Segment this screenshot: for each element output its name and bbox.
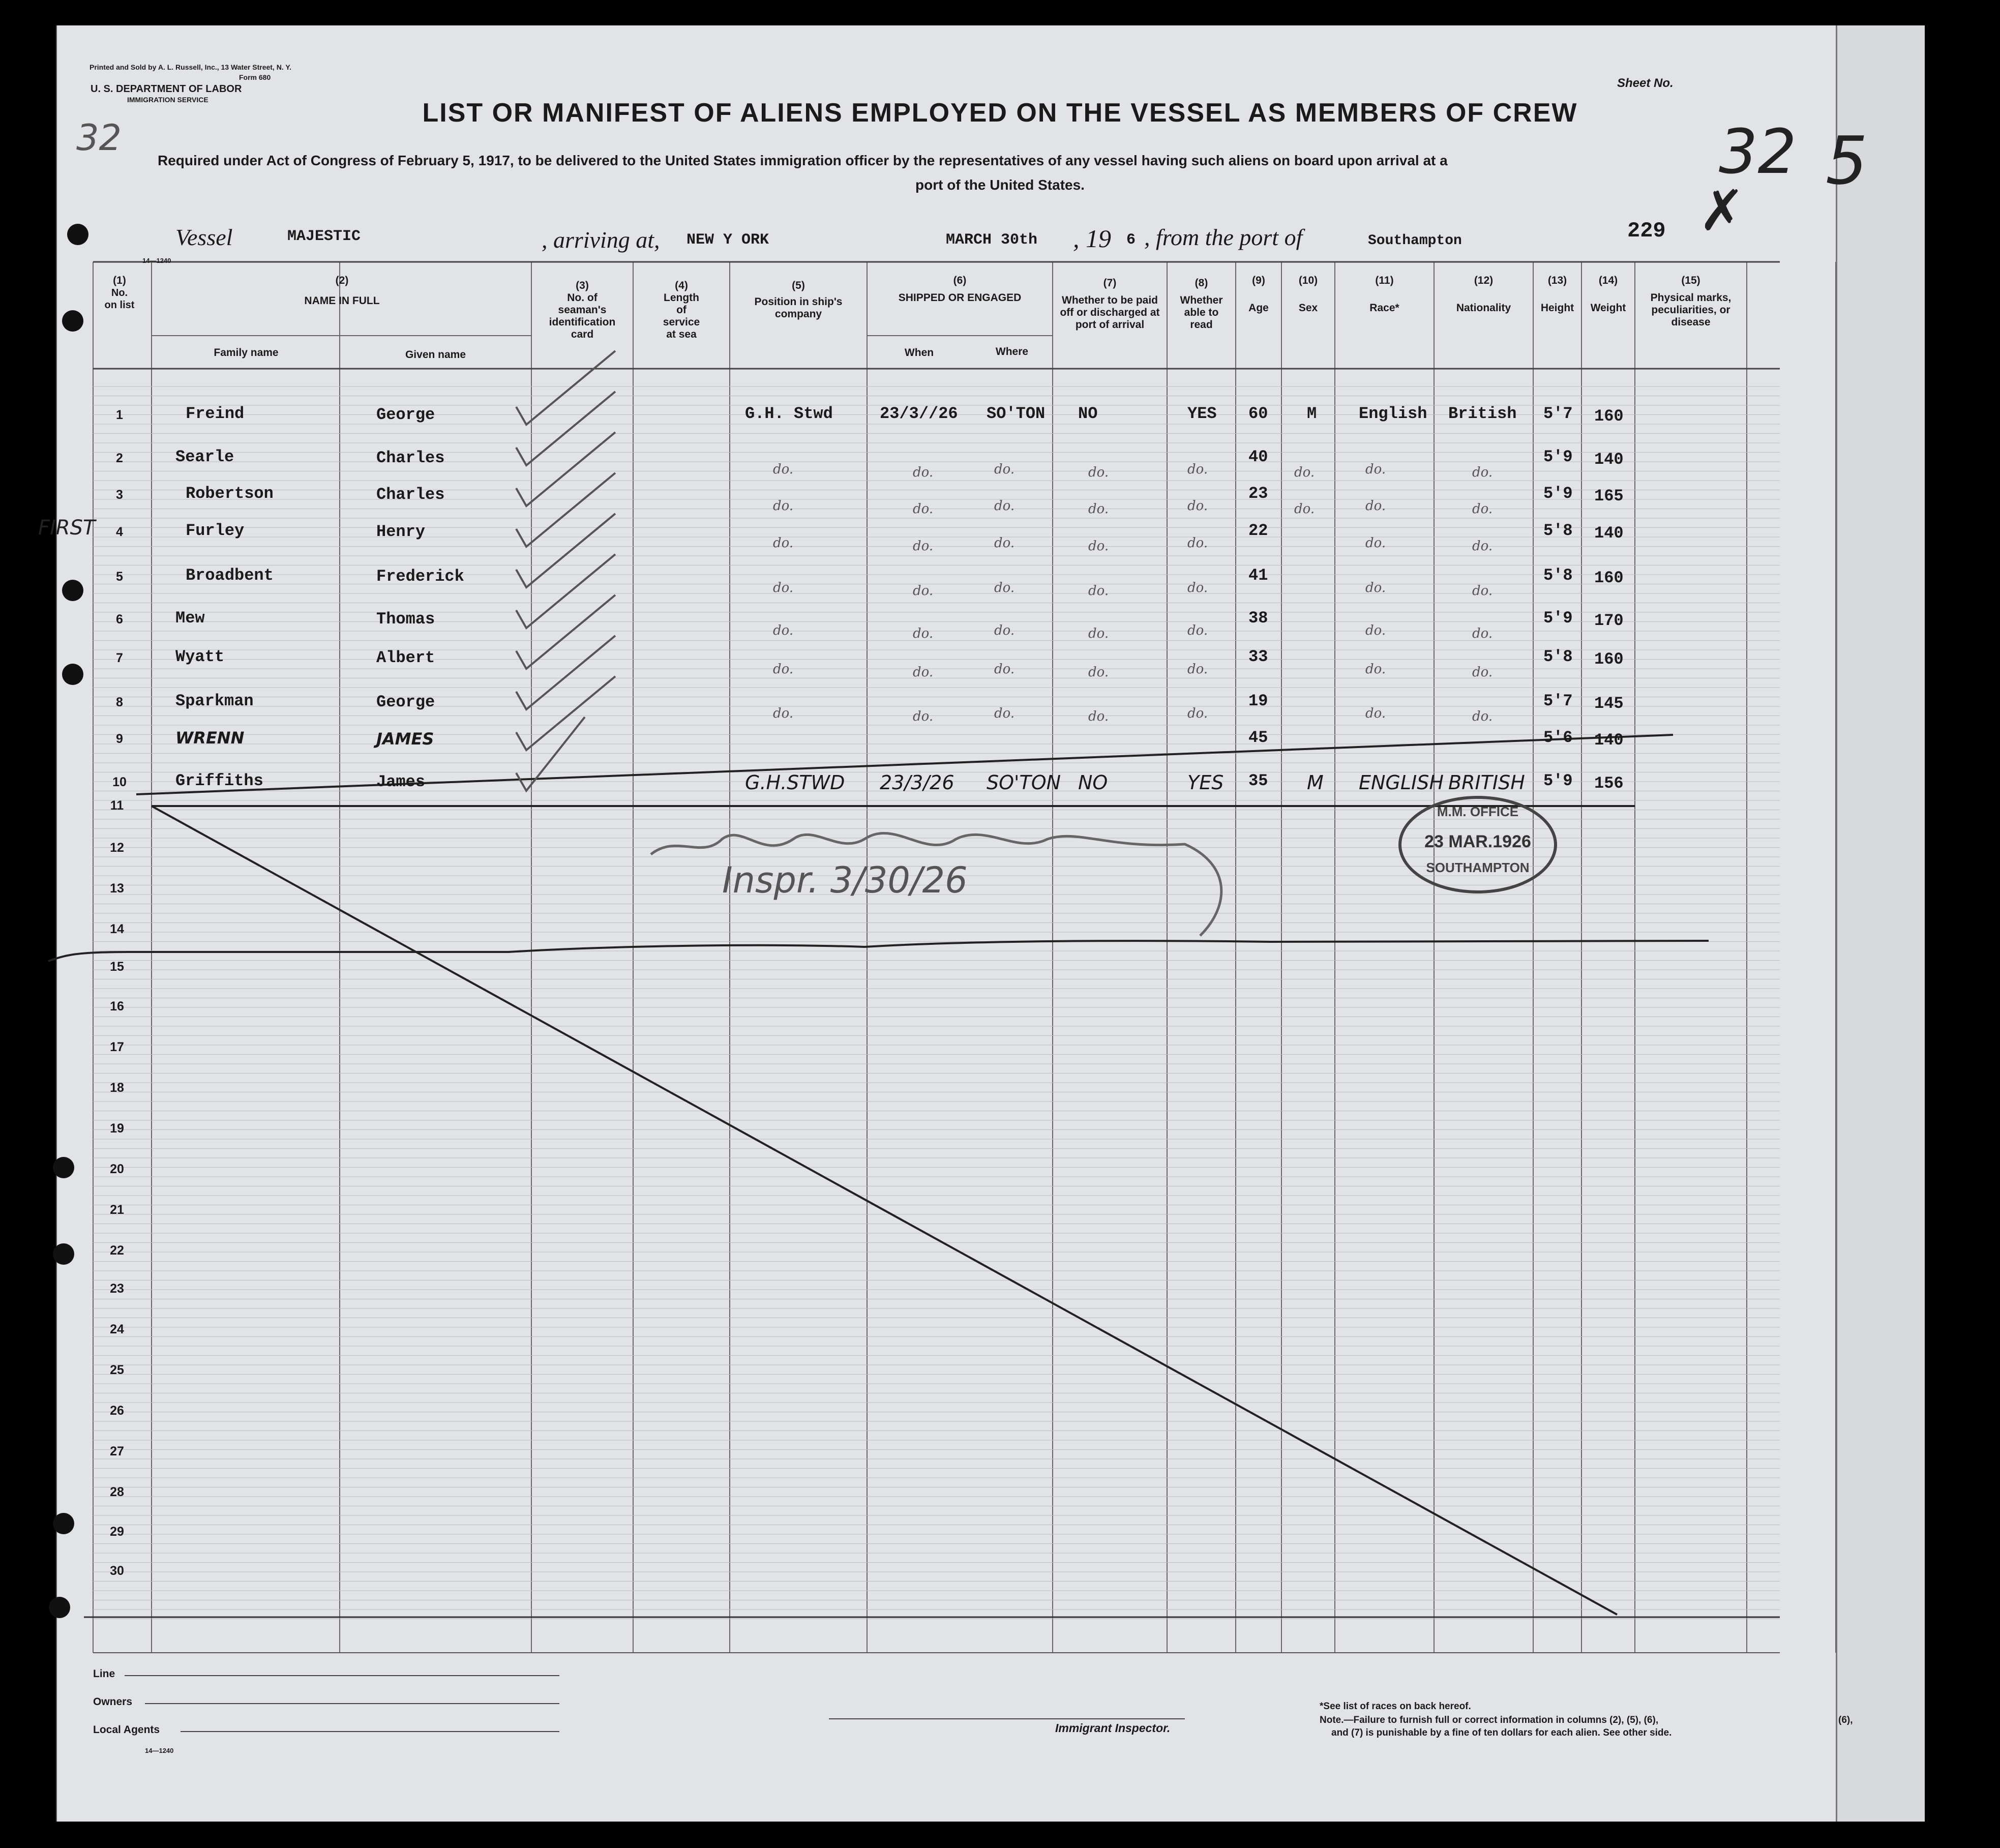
col6-header: SHIPPED OR ENGAGED	[898, 292, 1022, 304]
age: 38	[1248, 609, 1268, 628]
col11-number: (11)	[1375, 275, 1394, 286]
year-suffix: 6	[1126, 231, 1136, 249]
col4-header: Length of service at sea	[663, 292, 700, 340]
form-number: Form 680	[239, 73, 271, 81]
row-number: 26	[110, 1404, 124, 1418]
col3-header: No. of seaman's identification card	[549, 292, 616, 340]
shipped-where-ditto: do.	[994, 662, 1015, 677]
corner-handwritten-number-2: 5	[1826, 122, 1868, 199]
nationality-ditto: do.	[1472, 583, 1493, 599]
age: 19	[1248, 692, 1268, 710]
sheet-number-label: Sheet No.	[1617, 76, 1674, 90]
col4-number: (4)	[675, 280, 688, 291]
height: 5'9	[1543, 484, 1573, 503]
position-ditto: do.	[773, 662, 794, 677]
row-number: 14	[110, 922, 124, 936]
row-number: 10	[112, 775, 127, 789]
weight: 160	[1594, 650, 1624, 669]
race-ditto: do.	[1365, 462, 1386, 477]
row-number: 16	[110, 999, 124, 1014]
nationality-ditto: do.	[1472, 626, 1493, 641]
position-ditto: do.	[773, 535, 794, 551]
row-number: 22	[110, 1243, 124, 1258]
form-code: 14—1240	[142, 257, 171, 264]
department-label: U. S. DEPARTMENT OF LABOR	[91, 83, 242, 95]
given-name: George	[376, 405, 435, 424]
age: 40	[1248, 448, 1268, 466]
given-name: Frederick	[376, 567, 464, 586]
shipped-where-ditto: do.	[994, 498, 1015, 514]
row-number: 29	[110, 1525, 124, 1539]
shipped-when-ditto: do.	[913, 465, 934, 480]
height: 5'7	[1543, 692, 1573, 710]
paid-off-ditto: do.	[1088, 465, 1109, 480]
race: English	[1359, 404, 1427, 423]
row-number: 20	[110, 1162, 124, 1176]
height: 5'8	[1543, 566, 1573, 585]
arriving-label: , arriving at,	[542, 227, 660, 253]
col12-number: (12)	[1474, 275, 1494, 286]
sex: M	[1307, 404, 1317, 423]
race-ditto: do.	[1365, 498, 1386, 514]
col2-number: (2)	[335, 275, 349, 286]
shipped-where-ditto: do.	[994, 580, 1015, 595]
position: G.H.STWD	[745, 771, 845, 794]
given-name: James	[376, 772, 426, 791]
age: 45	[1248, 728, 1268, 747]
printer-line: Printed and Sold by A. L. Russell, Inc., 13 Water Street, N. Y.	[89, 63, 292, 71]
position: G.H. Stwd	[745, 404, 833, 423]
col6-when-header: When	[904, 347, 934, 359]
weight: 145	[1594, 694, 1624, 713]
row-number: 23	[110, 1281, 124, 1296]
col8-number: (8)	[1195, 277, 1208, 289]
family-name: Robertson	[186, 484, 274, 503]
age: 22	[1248, 521, 1268, 540]
nationality-ditto: do.	[1472, 539, 1493, 554]
local-agents-label: Local Agents	[93, 1724, 160, 1736]
paid-off: NO	[1078, 771, 1108, 794]
form-title: LIST OR MANIFEST OF ALIENS EMPLOYED ON THE VESSEL AS MEMBERS OF CREW	[422, 98, 1578, 128]
col11-header: Race*	[1369, 302, 1399, 314]
col2-given-header: Given name	[405, 349, 466, 361]
row-number: 9	[116, 732, 123, 746]
sex-ditto: do.	[1294, 465, 1315, 480]
sex: M	[1307, 771, 1324, 794]
vessel-label: Vessel	[175, 224, 233, 250]
col6-where-header: Where	[995, 346, 1029, 357]
nationality-ditto: do.	[1472, 709, 1493, 724]
row-number: 18	[110, 1081, 124, 1095]
col10-header: Sex	[1298, 302, 1318, 314]
position-ditto: do.	[773, 462, 794, 477]
weight: 170	[1594, 611, 1624, 630]
nationality-ditto: do.	[1472, 465, 1493, 480]
shipped-when-ditto: do.	[913, 626, 934, 641]
from-port-label: , from the port of	[1144, 224, 1303, 250]
col9-number: (9)	[1252, 275, 1265, 286]
race-ditto: do.	[1365, 623, 1386, 638]
height: 5'6	[1543, 728, 1573, 747]
col3-number: (3)	[576, 280, 589, 291]
penalty-note-line2: and (7) is punishable by a fine of ten dollars for each alien. See other side.	[1331, 1727, 1672, 1738]
col15-header: Physical marks, peculiarities, or disease	[1650, 292, 1732, 328]
col2-header: NAME IN FULL	[304, 295, 380, 307]
row-number: 25	[110, 1363, 124, 1377]
family-name: Freind	[186, 404, 245, 423]
paid-off-ditto: do.	[1088, 665, 1109, 680]
col14-header: Weight	[1590, 302, 1626, 314]
family-name: Sparkman	[175, 692, 254, 710]
race-ditto: do.	[1365, 580, 1386, 595]
inspector-signature-date: Inspr. 3/30/26	[722, 859, 968, 901]
family-name: Wyatt	[175, 647, 225, 666]
weight: 156	[1594, 774, 1624, 793]
age: 23	[1248, 484, 1268, 503]
able-to-read-ditto: do.	[1187, 535, 1208, 551]
able-to-read-ditto: do.	[1187, 706, 1208, 721]
given-name: Henry	[376, 522, 426, 541]
able-to-read-ditto: do.	[1187, 462, 1208, 477]
col10-number: (10)	[1298, 275, 1318, 286]
side-column-mark: (6),	[1838, 1715, 1853, 1725]
paid-off-ditto: do.	[1088, 501, 1109, 517]
col13-number: (13)	[1547, 275, 1567, 286]
able-to-read: YES	[1187, 404, 1217, 423]
row-number: 11	[110, 798, 124, 813]
weight: 160	[1594, 569, 1624, 587]
paid-off-ditto: do.	[1088, 626, 1109, 641]
able-to-read-ditto: do.	[1187, 498, 1208, 514]
departure-port: Southampton	[1368, 233, 1462, 249]
col9-header: Age	[1248, 302, 1269, 314]
shipped-where-ditto: do.	[994, 535, 1015, 551]
height: 5'9	[1543, 609, 1573, 628]
age: 60	[1248, 404, 1268, 423]
weight: 140	[1594, 731, 1624, 750]
form-subtitle-line2: port of the United States.	[915, 177, 1085, 193]
stamp-date: 23 MAR.1926	[1424, 832, 1531, 851]
row-number: 4	[116, 525, 123, 539]
weight: 140	[1594, 524, 1624, 543]
row-number: 17	[110, 1040, 124, 1054]
age: 41	[1248, 566, 1268, 585]
row-number: 1	[116, 408, 123, 422]
height: 5'7	[1543, 404, 1573, 423]
col1-number: (1)	[113, 275, 126, 286]
col2-family-header: Family name	[214, 347, 279, 359]
family-name: WRENN	[175, 728, 245, 748]
stamp-top: M.M. OFFICE	[1437, 804, 1519, 819]
row-number: 2	[116, 451, 123, 465]
paid-off: NO	[1078, 404, 1098, 423]
shipped-when-ditto: do.	[913, 583, 934, 599]
shipped-when: 23/3/26	[880, 771, 954, 794]
service-label: IMMIGRATION SERVICE	[127, 96, 208, 104]
family-name: Searle	[175, 448, 234, 466]
row-number: 15	[110, 960, 124, 974]
col6-number: (6)	[953, 275, 967, 286]
col15-number: (15)	[1681, 275, 1700, 286]
shipped-where: SO'TON	[987, 404, 1046, 423]
position-ditto: do.	[773, 580, 794, 595]
col7-header: Whether to be paid off or discharged at port of arrival	[1060, 294, 1160, 331]
race-ditto: do.	[1365, 535, 1386, 551]
shipped-when-ditto: do.	[913, 539, 934, 554]
row-number: 13	[110, 881, 124, 896]
family-name: Griffiths	[175, 771, 263, 790]
shipped-when-ditto: do.	[913, 709, 934, 724]
given-name: Albert	[376, 648, 435, 667]
year-prefix: , 19	[1073, 224, 1111, 253]
paid-off-ditto: do.	[1088, 709, 1109, 724]
shipped-when-ditto: do.	[913, 501, 934, 517]
row-number: 8	[116, 695, 123, 709]
col5-header: Position in ship's company	[754, 296, 843, 320]
family-name: Furley	[186, 521, 245, 540]
vessel-name: MAJESTIC	[287, 228, 361, 245]
position-ditto: do.	[773, 623, 794, 638]
corner-handwritten-note: 32	[76, 117, 122, 159]
shipped-when-ditto: do.	[913, 665, 934, 680]
weight: 160	[1594, 407, 1624, 426]
row-number: 6	[116, 612, 123, 627]
col13-header: Height	[1540, 302, 1574, 314]
shipped-where-ditto: do.	[994, 706, 1015, 721]
position-ditto: do.	[773, 498, 794, 514]
page-number: 229	[1627, 219, 1666, 243]
given-name: Charles	[376, 449, 445, 467]
sex-ditto: do.	[1294, 501, 1315, 517]
able-to-read: YES	[1187, 771, 1224, 794]
row-number: 12	[110, 841, 124, 855]
weight: 140	[1594, 450, 1624, 469]
height: 5'9	[1543, 448, 1573, 466]
shipped-where: SO'TON	[987, 771, 1061, 794]
age: 33	[1248, 647, 1268, 666]
owners-label: Owners	[93, 1696, 133, 1708]
corner-handwritten-number: 32	[1719, 117, 1797, 188]
immigrant-inspector-label: Immigrant Inspector.	[1055, 1721, 1171, 1735]
col1-header: No. on list	[104, 287, 135, 311]
given-name: Thomas	[376, 610, 435, 629]
races-note: *See list of races on back hereof.	[1320, 1701, 1471, 1712]
arrival-date: MARCH 30th	[946, 231, 1038, 249]
paid-off-ditto: do.	[1088, 583, 1109, 599]
shipped-where-ditto: do.	[994, 462, 1015, 477]
family-name: Broadbent	[186, 566, 274, 585]
height: 5'8	[1543, 521, 1573, 540]
shipped-where-ditto: do.	[994, 623, 1015, 638]
given-name: George	[376, 693, 435, 711]
col7-number: (7)	[1103, 277, 1117, 289]
nationality-ditto: do.	[1472, 501, 1493, 517]
arrival-port: NEW Y ORK	[686, 231, 769, 249]
race-ditto: do.	[1365, 706, 1386, 721]
age: 35	[1248, 771, 1268, 790]
able-to-read-ditto: do.	[1187, 662, 1208, 677]
nationality-ditto: do.	[1472, 665, 1493, 680]
row-number: 19	[110, 1121, 124, 1136]
row-number: 21	[110, 1203, 124, 1217]
position-ditto: do.	[773, 706, 794, 721]
paid-off-ditto: do.	[1088, 539, 1109, 554]
handwritten-check-mark: ✗	[1698, 178, 1746, 243]
given-name: Charles	[376, 485, 445, 504]
col8-header: Whether able to read	[1180, 294, 1223, 331]
family-name: Mew	[175, 609, 205, 628]
row-number: 28	[110, 1485, 124, 1499]
penalty-note-line1: Note.—Failure to furnish full or correct information in columns (2), (5), (6),	[1320, 1715, 1659, 1725]
row-number: 3	[116, 488, 123, 502]
nationality: BRITISH	[1448, 771, 1525, 794]
able-to-read-ditto: do.	[1187, 623, 1208, 638]
shipped-when: 23/3//26	[880, 404, 958, 423]
margin-note-first: FIRST	[38, 516, 96, 540]
race: ENGLISH	[1359, 771, 1444, 794]
row-number: 7	[116, 651, 123, 665]
stamp-bottom: SOUTHAMPTON	[1426, 860, 1530, 875]
row-number: 30	[110, 1564, 124, 1578]
height: 5'9	[1543, 771, 1573, 790]
col5-number: (5)	[792, 280, 805, 291]
row-number: 5	[116, 570, 123, 584]
race-ditto: do.	[1365, 662, 1386, 677]
line-label: Line	[93, 1668, 115, 1680]
able-to-read-ditto: do.	[1187, 580, 1208, 595]
weight: 165	[1594, 487, 1624, 505]
nationality: British	[1448, 404, 1517, 423]
col14-number: (14)	[1598, 275, 1618, 286]
col12-header: Nationality	[1456, 302, 1511, 314]
row-number: 27	[110, 1444, 124, 1458]
height: 5'8	[1543, 647, 1573, 666]
footer-form-code: 14—1240	[145, 1747, 174, 1754]
given-name: JAMES	[376, 729, 434, 749]
form-subtitle-line1: Required under Act of Congress of February 5, 1917, to be delivered to the United States immigration officer by the representatives of any vessel having such aliens on board upon arrival at a	[158, 153, 1448, 168]
row-number: 24	[110, 1322, 124, 1336]
